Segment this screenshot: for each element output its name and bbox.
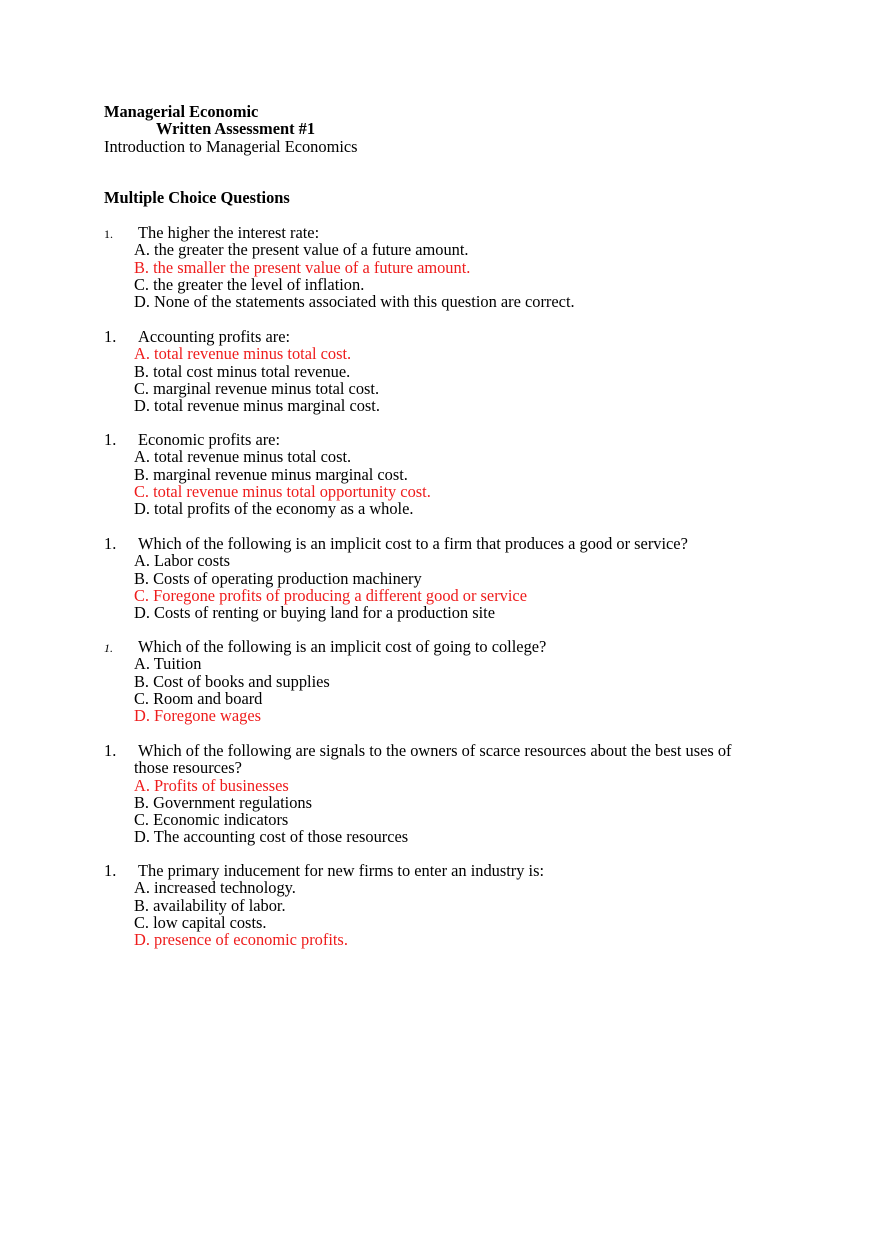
question-text-continued: those resources?	[134, 758, 242, 778]
answer-option-a: A. Labor costs	[134, 551, 231, 571]
question-stem	[104, 224, 794, 241]
answer-option-c-correct: C. total revenue minus total opportunity cost.	[134, 481, 431, 501]
question-stem	[104, 742, 794, 759]
question-text: Accounting profits are:	[138, 327, 291, 346]
question-stem	[104, 862, 794, 879]
answer-option-a: A. the greater the present value of a future amount.	[134, 240, 469, 260]
answer-option-c: C. Room and board	[134, 688, 263, 708]
answer-option-d: D. None of the statements associated with this question are correct.	[134, 292, 575, 312]
question-stem	[104, 535, 794, 552]
answer-option-a-correct: A. total revenue minus total cost.	[134, 344, 352, 364]
answer-option-d-correct: D. presence of economic profits.	[134, 930, 348, 950]
question-7	[104, 862, 794, 948]
document-subtitle: Written Assessment #1	[156, 119, 316, 139]
question-3	[104, 431, 794, 517]
question-text: Economic profits are:	[138, 430, 281, 449]
question-1	[104, 224, 794, 310]
answer-option-c: C. low capital costs.	[134, 912, 267, 932]
answer-option-d: D. total revenue minus marginal cost.	[134, 396, 380, 416]
document-title: Managerial Economic	[104, 102, 259, 121]
answer-option-c: C. marginal revenue minus total cost.	[134, 378, 380, 398]
question-number: 1.	[104, 430, 117, 449]
answer-option-b: B. Government regulations	[134, 792, 312, 812]
question-5	[104, 638, 794, 724]
question-number: 1.	[104, 227, 113, 241]
question-text: The primary inducement for new firms to enter an industry is:	[138, 861, 545, 880]
answer-option-a: A. increased technology.	[134, 878, 296, 898]
question-stem	[104, 328, 794, 345]
question-number: 1.	[104, 534, 117, 553]
question-number: 1.	[104, 641, 113, 655]
answer-option-a-correct: A. Profits of businesses	[134, 775, 289, 795]
answer-option-b: B. Cost of books and supplies	[134, 671, 330, 691]
answer-option-b-correct: B. the smaller the present value of a future amount.	[134, 257, 471, 277]
answer-option-c-correct: C. Foregone profits of producing a different good or service	[134, 585, 527, 605]
answer-option-b: B. availability of labor.	[134, 895, 286, 915]
answer-option-d-correct: D. Foregone wages	[134, 706, 261, 726]
question-6	[104, 742, 794, 846]
answer-option-a: A. Tuition	[134, 654, 202, 674]
question-text: The higher the interest rate:	[138, 223, 320, 242]
answer-option-b: B. marginal revenue minus marginal cost.	[134, 464, 408, 484]
question-number: 1.	[104, 861, 117, 880]
question-text: Which of the following are signals to the owners of scarce resources about the best uses of	[138, 741, 732, 760]
answer-option-a: A. total revenue minus total cost.	[134, 447, 352, 467]
answer-option-d: D. The accounting cost of those resources	[134, 827, 409, 847]
document-header	[104, 103, 804, 155]
question-4	[104, 535, 794, 621]
answer-option-b: B. Costs of operating production machinery	[134, 568, 422, 588]
answer-option-c: C. the greater the level of inflation.	[134, 274, 365, 294]
question-2	[104, 328, 794, 414]
section-heading: Multiple Choice Questions	[104, 188, 290, 207]
answer-option-d: D. total profits of the economy as a whole.	[134, 499, 414, 519]
question-number: 1.	[104, 741, 117, 760]
question-text: Which of the following is an implicit cost to a firm that produces a good or service?	[138, 534, 688, 553]
answer-option-d: D. Costs of renting or buying land for a production site	[134, 603, 495, 623]
question-stem	[104, 431, 794, 448]
document-description: Introduction to Managerial Economics	[104, 136, 358, 156]
answer-option-c: C. Economic indicators	[134, 810, 289, 830]
question-number: 1.	[104, 327, 117, 346]
question-text: Which of the following is an implicit cost of going to college?	[138, 637, 547, 656]
question-stem	[104, 638, 794, 655]
answer-option-b: B. total cost minus total revenue.	[134, 361, 351, 381]
